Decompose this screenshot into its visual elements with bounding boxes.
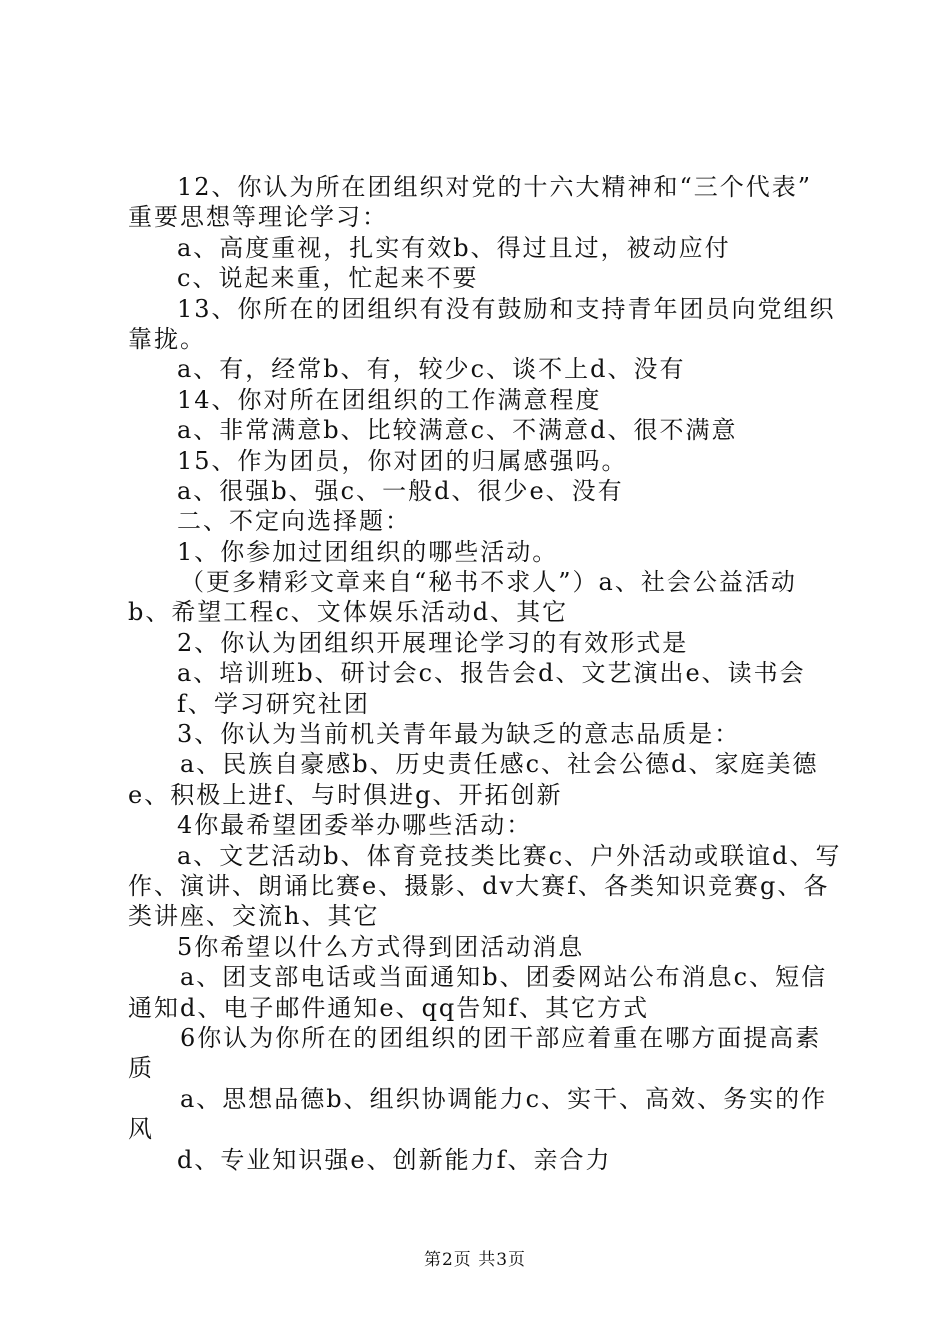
- multi-question-5-options-2: 通知d、电子邮件通知e、qq告知f、其它方式: [128, 993, 650, 1022]
- question-12-options-1: a、高度重视，扎实有效b、得过且过，被动应付: [177, 233, 731, 262]
- multi-question-3-options-2: e、积极上进f、与时俱进g、开拓创新: [128, 780, 563, 809]
- multi-question-4: 4你最希望团委举办哪些活动：: [177, 811, 533, 840]
- multi-question-3: 3、你认为当前机关青年最为缺乏的意志品质是：: [177, 720, 741, 749]
- multi-question-2: 2、你认为团组织开展理论学习的有效形式是: [177, 628, 689, 657]
- question-14: 14、你对所在团组织的工作满意程度: [177, 385, 602, 414]
- question-13-line-2: 靠拢。: [128, 324, 206, 353]
- multi-question-2-options-1: a、培训班b、研讨会c、报告会d、文艺演出e、读书会: [177, 659, 806, 688]
- question-15: 15、作为团员，你对团的归属感强吗。: [177, 446, 628, 475]
- multi-question-2-options-2: f、学习研究社团: [177, 689, 370, 718]
- multi-question-6-line-2: 质: [128, 1054, 154, 1083]
- multi-question-5-options-1: a、团支部电话或当面通知b、团委网站公布消息c、短信: [180, 963, 828, 992]
- multi-question-1-options-1: （更多精彩文章来自“秘书不求人”）a、社会公益活动: [180, 568, 797, 597]
- multi-question-6-options-2: 风: [128, 1115, 154, 1144]
- question-12-line-1: 12、你认为所在团组织对党的十六大精神和“三个代表”: [177, 173, 813, 201]
- document-body: [128, 172, 842, 1175]
- multi-question-1: 1、你参加过团组织的哪些活动。: [177, 537, 559, 566]
- question-12-options-2: c、说起来重，忙起来不要: [177, 264, 479, 293]
- question-15-options: a、很强b、强c、一般d、很少e、没有: [177, 476, 624, 505]
- question-13-options: a、有，经常b、有，较少c、谈不上d、没有: [177, 355, 686, 384]
- question-13-line-1: 13、你所在的团组织有没有鼓励和支持青年团员向党组织: [177, 294, 836, 323]
- multi-question-4-options-2: 作、演讲、朗诵比赛e、摄影、dv大赛f、各类知识竞赛g、各: [128, 871, 830, 900]
- multi-question-6-options-3: d、专业知识强e、创新能力f、亲合力: [177, 1145, 612, 1174]
- multi-question-4-options-1: a、文艺活动b、体育竞技类比赛c、户外活动或联谊d、写: [177, 841, 842, 870]
- question-14-options: a、非常满意b、比较满意c、不满意d、很不满意: [177, 416, 738, 445]
- multi-question-3-options-1: a、民族自豪感b、历史责任感c、社会公德d、家庭美德: [180, 750, 819, 779]
- multi-question-6-options-1: a、思想品德b、组织协调能力c、实干、高效、务实的作: [180, 1084, 828, 1113]
- page-footer: 第2页 共3页: [423, 1250, 527, 1270]
- multi-question-5: 5你希望以什么方式得到团活动消息: [177, 932, 585, 961]
- question-12-line-2: 重要思想等理论学习：: [128, 203, 388, 232]
- multi-question-1-options-2: b、希望工程c、文体娱乐活动d、其它: [128, 598, 569, 627]
- multi-question-4-options-3: 类讲座、交流h、其它: [128, 902, 380, 931]
- multi-question-6-line-1: 6你认为你所在的团组织的团干部应着重在哪方面提高素: [180, 1023, 822, 1052]
- section-heading: 二、不定向选择题：: [177, 507, 411, 536]
